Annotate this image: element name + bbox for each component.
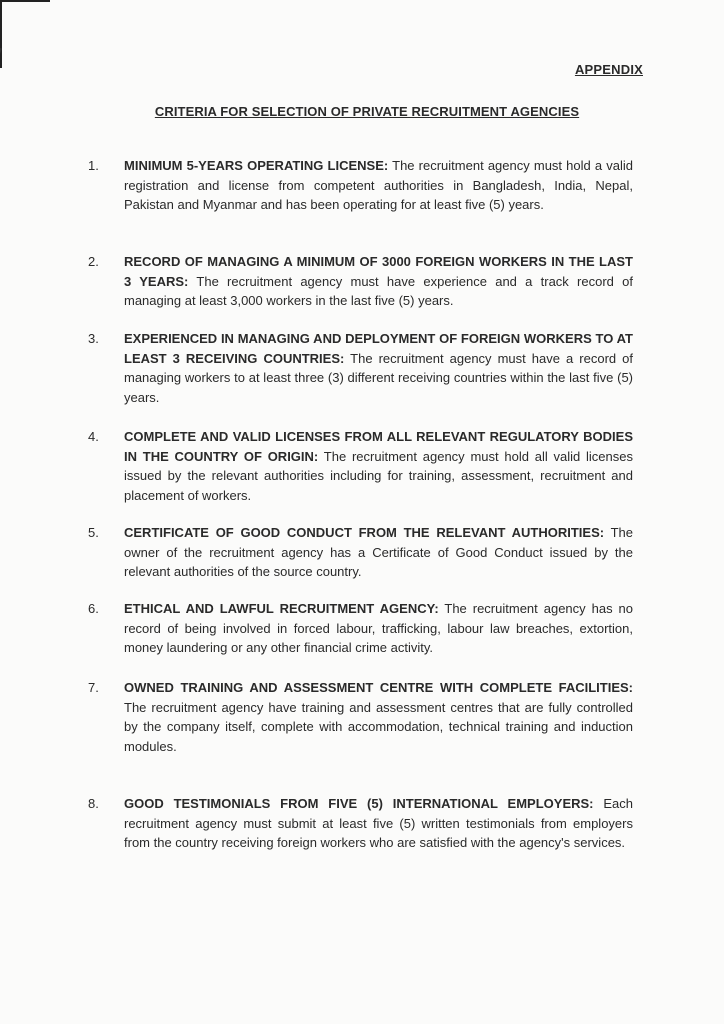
criterion-item [88, 156, 633, 215]
criterion-heading: CERTIFICATE OF GOOD CONDUCT FROM THE RELEVANT AUTHORITIES: [124, 525, 605, 540]
criterion-body [124, 678, 633, 756]
criterion-text: The recruitment agency must hold all valid licenses issued by the relevant authorities including for training, assessment, recruitment and placement of workers. [124, 448, 633, 503]
appendix-label: APPENDIX [574, 62, 643, 77]
criterion-heading: EXPERIENCED IN MANAGING AND DEPLOYMENT OF FOREIGN WORKERS TO AT LEAST 3 RECEIVING COUNTRIES: [124, 331, 633, 366]
criterion-body [124, 252, 633, 311]
criterion-text: The recruitment agency have training and assessment centres that are fully controlled by the company itself, complete with accommodation, technical training and induction modules. [124, 699, 633, 754]
criterion-item [88, 678, 633, 756]
criterion-number: 6. [88, 601, 99, 616]
criterion-item [88, 599, 633, 658]
criterion-item [88, 794, 633, 853]
criterion-body [124, 599, 633, 658]
criterion-item [88, 427, 633, 505]
criterion-number: 4. [88, 429, 99, 444]
criterion-text: The recruitment agency must have a record of managing workers to at least three (3) different receiving countries within the last five (5) years. [124, 350, 634, 405]
criterion-heading: OWNED TRAINING AND ASSESSMENT CENTRE WITH COMPLETE FACILITIES: [124, 680, 633, 695]
criterion-heading: MINIMUM 5-YEARS OPERATING LICENSE: [124, 158, 389, 173]
criterion-heading: ETHICAL AND LAWFUL RECRUITMENT AGENCY: [124, 601, 439, 616]
criterion-item [88, 252, 633, 311]
criterion-heading: COMPLETE AND VALID LICENSES FROM ALL RELEVANT REGULATORY BODIES IN THE COUNTRY OF ORIGIN: [124, 429, 633, 464]
criterion-body [124, 427, 633, 505]
document-title: CRITERIA FOR SELECTION OF PRIVATE RECRUITMENT AGENCIES [154, 104, 580, 119]
criterion-text: The recruitment agency must hold a valid registration and license from competent authorities in Bangladesh, India, Nepal, Pakistan and Myanmar and has been operating for at least five (5) years. [124, 158, 633, 212]
criterion-text: The owner of the recruitment agency has a Certificate of Good Conduct issued by the relevant authorities of the source country. [124, 525, 633, 579]
criterion-text: The recruitment agency has no record of being involved in forced labour, trafficking, labour law breaches, extortion, money laundering or any other financial crime activity. [124, 601, 633, 655]
criterion-heading: RECORD OF MANAGING A MINIMUM OF 3000 FOREIGN WORKERS IN THE LAST 3 YEARS: [124, 254, 633, 289]
criterion-number: 3. [88, 331, 99, 346]
criterion-text: Each recruitment agency must submit at least five (5) written testimonials from employers from the country receiving foreign workers who are satisfied with the agency's services. [124, 796, 633, 850]
criterion-heading: GOOD TESTIMONIALS FROM FIVE (5) INTERNATIONAL EMPLOYERS: [124, 796, 594, 811]
criterion-body [124, 329, 633, 407]
criterion-item [88, 329, 633, 407]
criterion-text: The recruitment agency must have experience and a track record of managing at least 3,000 workers in the last five (5) years. [124, 273, 633, 308]
criterion-body [124, 523, 633, 582]
criterion-body [124, 794, 633, 853]
criterion-number: 5. [88, 525, 99, 540]
criterion-item [88, 523, 633, 582]
criterion-body [124, 156, 633, 215]
scan-corner-mark [0, 0, 50, 68]
criterion-number: 8. [88, 796, 99, 811]
criterion-number: 2. [88, 254, 99, 269]
criterion-number: 7. [88, 680, 99, 695]
criterion-number: 1. [88, 158, 99, 173]
